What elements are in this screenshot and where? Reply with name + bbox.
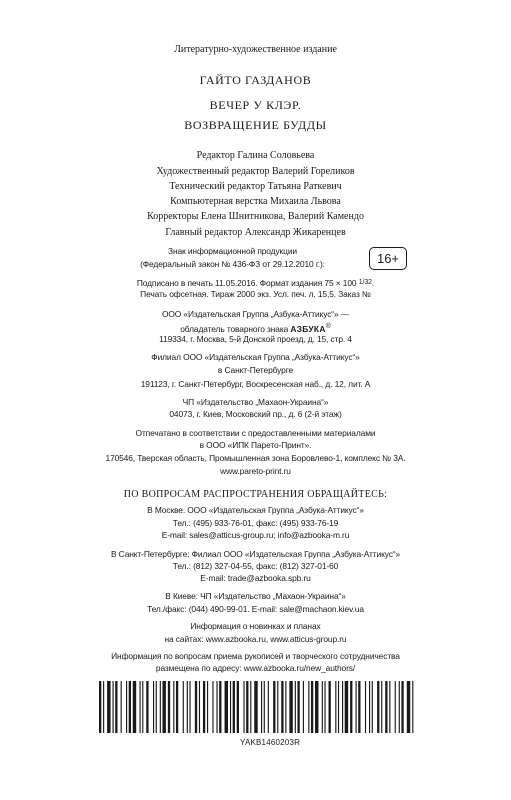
credit-tech-editor: Технический редактор Татьяна Раткевич [169,181,342,192]
author-name: ГАЙТО ГАЗДАНОВ [199,73,312,87]
dist-spb-phone: Тел.: (812) 327-04-55, факс: (812) 327-01-60 [172,561,339,571]
azbuka-logo: АЗБУКА [290,323,326,334]
credit-layout: Компьютерная верстка Михаила Львова [170,196,341,207]
branch-kiev-name: ЧП «Издательство „Махаон-Украина“» [182,397,329,407]
news-sites: на сайтах: www.azbooka.ru, www.atticus-group.ru [164,634,347,644]
manuscripts-url: размещена по адресу: www.azbooka.ru/new_authors/ [155,663,356,673]
news-line-1: Информация о новинках и планах [190,621,321,631]
credit-art-editor: Художественный редактор Валерий Гореликов [156,166,355,177]
dist-spb-email: E-mail: trade@azbooka.spb.ru [200,573,311,583]
dist-moscow-email: E-mail: sales@atticus-group.ru; info@azbooka-m.ru [161,530,350,540]
info-sign-law: (Федеральный закон № 436-ФЗ от 29.12.2010 г.): [140,259,325,269]
printed-url: www.pareto-print.ru [220,466,291,476]
print-info-line-2: Печать офсетная. Тираж 2000 экз. Усл. печ. л. 15,5. Заказ № [140,289,371,299]
printed-line-3: 170546, Тверская область, Промышленная зона Боровлево-1, комплекс № 3А. [105,453,406,463]
dist-spb-name: В Санкт-Петербурге: Филиал ООО «Издательская Группа „Азбука-Аттикус“» [110,549,401,559]
publisher-address: 119334, г. Москва, 5-й Донской проезд, д. 15, стр. 4 [159,334,352,344]
publisher-name: ООО «Издательская Группа „Азбука-Аттикус“» — [161,309,350,319]
manuscripts-line-1: Информация по вопросам приема рукописей и творческого сотрудничества [111,651,400,661]
publisher-trademark: обладатель товарного знака АЗБУКА® [180,323,331,334]
age-rating-badge: 16+ [369,247,407,270]
print-info-line-1: Подписано в печать 11.05.2016. Формат издания 75 × 100 $^{1/32}$. [136,278,375,288]
barcode-icon [97,681,415,737]
dist-moscow-name: В Москве: ООО «Издательская Группа „Азбука-Аттикус“» [147,505,364,515]
branch-spb-city: в Санкт-Петербурге [217,365,294,375]
credit-chief-editor: Главный редактор Александр Жикаренцев [165,227,346,238]
credit-proofreaders: Корректоры Елена Шнитникова, Валерий Камендо [147,211,364,222]
distribution-heading: ПО ВОПРОСАМ РАСПРОСТРАНЕНИЯ ОБРАЩАЙТЕСЬ: [123,489,388,500]
dist-kiev-name: В Киеве: ЧП «Издательство „Махаон-Украина“» [165,591,346,601]
printed-line-1: Отпечатано в соответствии с предоставленными материалами [135,428,376,438]
dist-kiev-contacts: Тел./факс: (044) 490-99-01. E-mail: sale@machaon.kiev.ua [147,604,364,614]
barcode-text: YAKB1460203R [240,738,301,747]
branch-spb-address: 191123, г. Санкт-Петербург, Воскресенская наб., д. 12, лит. А [140,379,371,389]
title-line-1: ВЕЧЕР У КЛЭР. [209,98,302,112]
edition-type: Литературно-художественное издание [174,44,337,55]
branch-kiev-address: 04073, г. Киев, Московский пр., д. 6 (2-й этаж) [169,409,342,419]
info-sign-label: Знак информационной продукции [168,246,297,256]
title-line-2: ВОЗВРАЩЕНИЕ БУДДЫ [184,118,327,132]
branch-spb-name: Филиал ООО «Издательская Группа „Азбука-Аттикус“» [151,352,360,362]
printed-line-2: в ООО «ИПК Парето-Принт». [199,440,312,450]
dist-moscow-phone: Тел.: (495) 933-76-01, факс: (495) 933-76-19 [172,518,339,528]
credit-editor: Редактор Галина Соловьева [196,150,315,161]
